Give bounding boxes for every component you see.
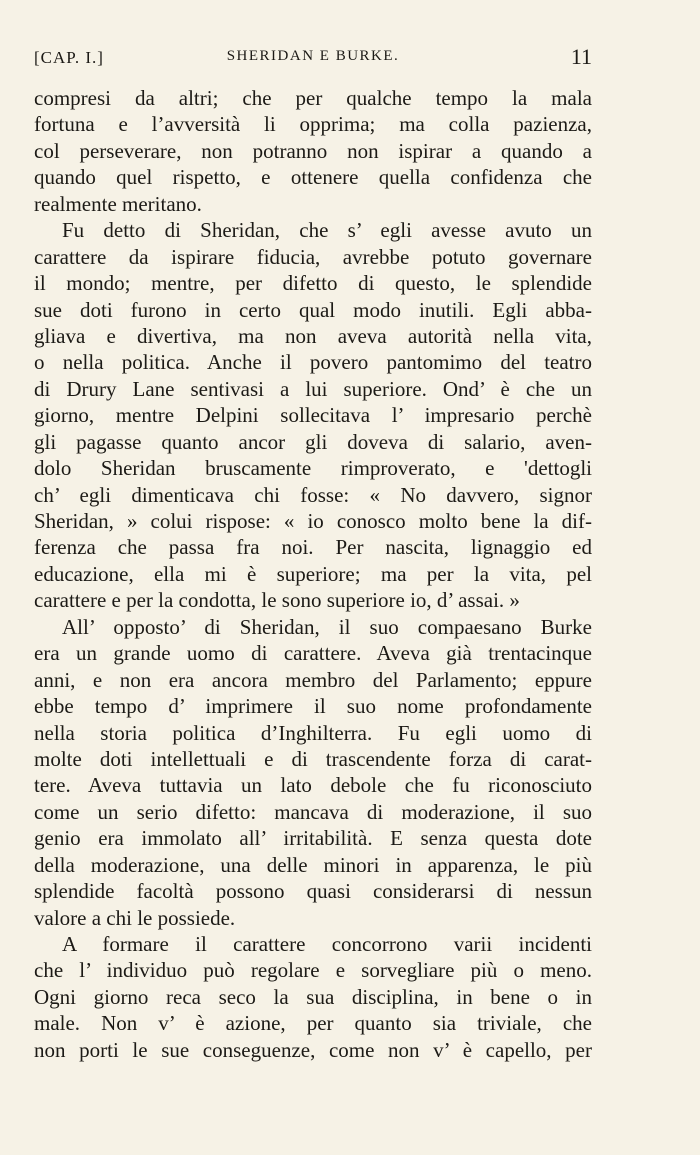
paragraph-first-line: All’ opposto’ di Sheridan, il suo compaesano Burke	[62, 614, 592, 639]
text-line: carattere da ispirare fiducia, avrebbe potuto governare	[34, 244, 592, 269]
text-line: non porti le sue conseguenze, come non v’ è capello, per	[34, 1037, 592, 1062]
running-head	[34, 44, 592, 74]
text-line: dolo Sheridan bruscamente rimproverato, e 'dettogli	[34, 456, 592, 481]
text-line: male. Non v’ è azione, per quanto sia triviale, che	[34, 1011, 592, 1036]
text-line: compresi da altri; che per qualche tempo la mala	[34, 86, 592, 110]
text-line: carattere e per la condotta, le sono superiore io, d’ assai. »	[34, 588, 520, 613]
text-line: che l’ individuo può regolare e sorvegliare più o meno.	[34, 958, 592, 983]
body-text	[34, 85, 592, 1063]
text-line: Ogni giorno reca seco la sua disciplina, in bene o in	[34, 984, 592, 1009]
text-line: molte doti intellettuali e di trascendente forza di carat-	[34, 746, 592, 771]
text-line: di Drury Lane sentivasi a lui superiore. Ond’ è che un	[34, 376, 592, 401]
text-line: realmente meritano.	[34, 191, 202, 216]
text-line: come un serio difetto: mancava di moderazione, il suo	[34, 799, 592, 824]
text-line: era un grande uomo di carattere. Aveva già trentacinque	[34, 641, 592, 666]
text-line: Sheridan, » colui rispose: « io conosco molto bene la dif-	[34, 509, 592, 533]
paragraph-first-line: A formare il carattere concorrono varii incidenti	[62, 932, 592, 956]
text-line: quando quel rispetto, e ottenere quella confidenza che	[34, 165, 592, 190]
text-line: tere. Aveva tuttavia un lato debole che fu riconosciuto	[34, 773, 592, 798]
text-line: ch’ egli dimenticava chi fosse: « No davvero, signor	[34, 482, 592, 507]
text-line: il mondo; mentre, per difetto di questo, le splendide	[34, 271, 592, 296]
text-line: col perseverare, non potranno non ispirar a quando a	[34, 138, 592, 163]
text-line: sue doti furono in certo qual modo inutili. Egli abba-	[34, 297, 592, 322]
text-line: educazione, ella mi è superiore; ma per la vita, pel	[34, 561, 592, 586]
text-line: nella storia politica d’Inghilterra. Fu egli uomo di	[34, 720, 592, 745]
text-line: ferenza che passa fra noi. Per nascita, lignaggio ed	[34, 535, 592, 560]
text-line: valore a chi le possiede.	[34, 905, 236, 930]
text-line: splendide facoltà possono quasi considerarsi di nessun	[34, 879, 592, 904]
text-line: genio era immolato all’ irritabilità. E senza questa dote	[34, 826, 592, 851]
text-line: ebbe tempo d’ imprimere il suo nome profondamente	[34, 694, 592, 719]
text-line: giorno, mentre Delpini sollecitava l’ impresario perchè	[34, 403, 592, 428]
text-line: o nella politica. Anche il povero pantomimo del teatro	[34, 350, 592, 375]
text-line: gli pagasse quanto ancor gli doveva di salario, aven-	[34, 429, 592, 454]
text-line: fortuna e l’avversità li opprima; ma colla pazienza,	[34, 112, 592, 137]
text-line: anni, e non era ancora membro del Parlamento; eppure	[34, 667, 592, 692]
text-line: gliava e divertiva, ma non aveva autorità nella vita,	[34, 323, 592, 348]
page-number: 11	[570, 44, 592, 69]
running-title: SHERIDAN E BURKE.	[226, 48, 400, 64]
chapter-marker: [CAP. I.]	[34, 48, 104, 67]
text-line: della moderazione, una delle minori in apparenza, le più	[34, 852, 592, 877]
paragraph-first-line: Fu detto di Sheridan, che s’ egli avesse avuto un	[62, 218, 592, 243]
